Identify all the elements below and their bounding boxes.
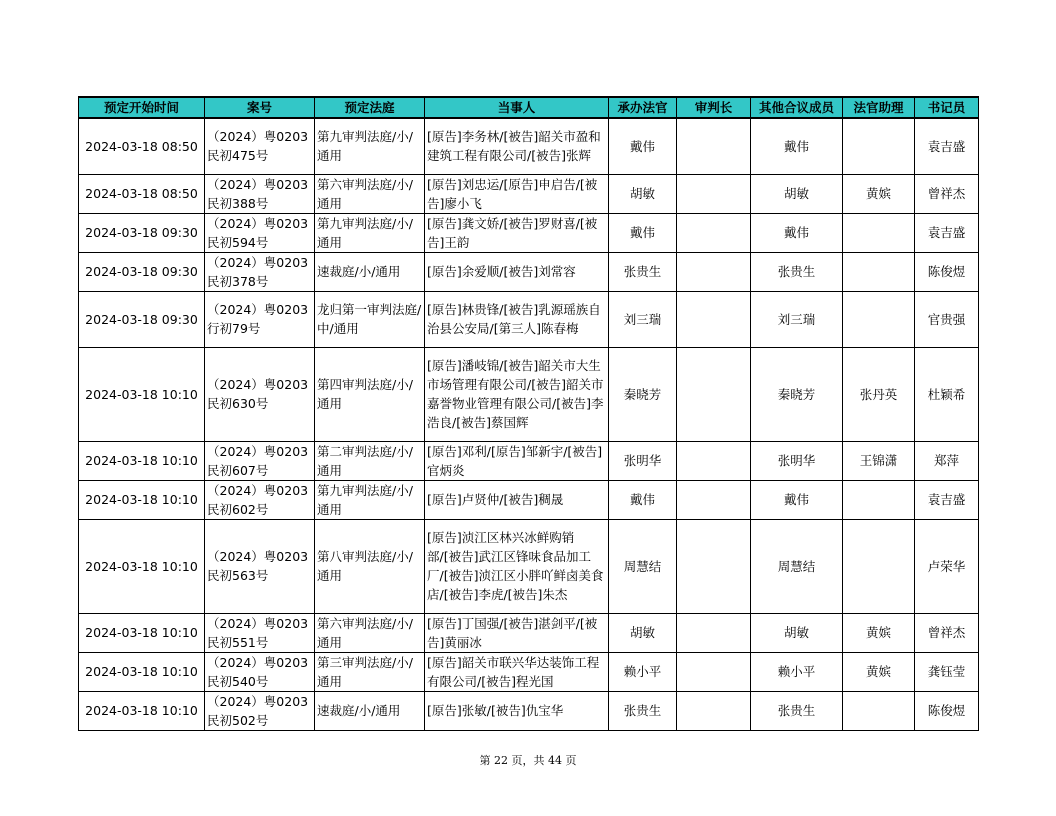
table-row <box>79 519 979 613</box>
cell-case-number: （2024）粤0203民初378号 <box>205 252 315 291</box>
cell-case-number: （2024）粤0203民初540号 <box>205 652 315 691</box>
cell-judge-assistant: 黄嫔 <box>843 652 915 691</box>
cell-presiding-judge: 张贵生 <box>609 691 677 730</box>
table-row <box>79 441 979 480</box>
cell-judge-assistant <box>843 252 915 291</box>
page-number: 第 22 页，共 44 页 <box>479 754 577 767</box>
cell-judge-assistant <box>843 519 915 613</box>
cell-chief-judge <box>677 613 751 652</box>
cell-presiding-judge: 胡敏 <box>609 174 677 213</box>
cell-chief-judge <box>677 691 751 730</box>
cell-case-number: （2024）粤0203行初79号 <box>205 291 315 347</box>
cell-court: 第八审判法庭/小/通用 <box>315 519 425 613</box>
cell-parties: [原告]刘忠运/[原告]申启告/[被告]廖小飞 <box>425 174 609 213</box>
cell-chief-judge <box>677 347 751 441</box>
table-row <box>79 252 979 291</box>
cell-court: 龙归第一审判法庭/中/通用 <box>315 291 425 347</box>
cell-panel-members: 秦晓芳 <box>751 347 843 441</box>
cell-parties: [原告]张敏/[被告]仇宝华 <box>425 691 609 730</box>
cell-court: 第二审判法庭/小/通用 <box>315 441 425 480</box>
cell-clerk: 郑萍 <box>915 441 979 480</box>
table-row <box>79 480 979 519</box>
cell-start-time: 2024-03-18 10:10 <box>79 480 205 519</box>
cell-chief-judge <box>677 291 751 347</box>
header-start-time: 预定开始时间 <box>79 97 205 118</box>
cell-panel-members: 戴伟 <box>751 213 843 252</box>
cell-panel-members: 戴伟 <box>751 480 843 519</box>
cell-court: 第六审判法庭/小/通用 <box>315 174 425 213</box>
table-row <box>79 691 979 730</box>
cell-judge-assistant: 黄嫔 <box>843 174 915 213</box>
table-row <box>79 291 979 347</box>
cell-clerk: 龚钰莹 <box>915 652 979 691</box>
cell-start-time: 2024-03-18 10:10 <box>79 441 205 480</box>
cell-presiding-judge: 赖小平 <box>609 652 677 691</box>
cell-panel-members: 胡敏 <box>751 174 843 213</box>
cell-clerk: 陈俊煜 <box>915 691 979 730</box>
cell-court: 第三审判法庭/小/通用 <box>315 652 425 691</box>
cell-presiding-judge: 刘三瑞 <box>609 291 677 347</box>
cell-case-number: （2024）粤0203民初502号 <box>205 691 315 730</box>
cell-panel-members: 刘三瑞 <box>751 291 843 347</box>
cell-case-number: （2024）粤0203民初630号 <box>205 347 315 441</box>
cell-parties: [原告]李务林/[被告]韶关市盈和建筑工程有限公司/[被告]张辉 <box>425 118 609 174</box>
cell-judge-assistant <box>843 213 915 252</box>
table-row <box>79 213 979 252</box>
cell-panel-members: 张贵生 <box>751 252 843 291</box>
cell-clerk: 袁吉盛 <box>915 213 979 252</box>
cell-start-time: 2024-03-18 10:10 <box>79 691 205 730</box>
cell-chief-judge <box>677 252 751 291</box>
cell-parties: [原告]卢贤仲/[被告]稠晟 <box>425 480 609 519</box>
cell-parties: [原告]丁国强/[被告]湛剑平/[被告]黄丽冰 <box>425 613 609 652</box>
table-header-row <box>79 97 979 118</box>
cell-clerk: 陈俊煜 <box>915 252 979 291</box>
cell-judge-assistant: 王锦潇 <box>843 441 915 480</box>
cell-court: 第四审判法庭/小/通用 <box>315 347 425 441</box>
cell-clerk: 曾祥杰 <box>915 613 979 652</box>
cell-presiding-judge: 戴伟 <box>609 118 677 174</box>
table-row <box>79 174 979 213</box>
cell-chief-judge <box>677 441 751 480</box>
cell-chief-judge <box>677 652 751 691</box>
cell-chief-judge <box>677 118 751 174</box>
cell-panel-members: 张明华 <box>751 441 843 480</box>
cell-chief-judge <box>677 519 751 613</box>
cell-clerk: 杜颖希 <box>915 347 979 441</box>
cell-parties: [原告]邓利/[原告]邹新宇/[被告]官炳炎 <box>425 441 609 480</box>
cell-start-time: 2024-03-18 09:30 <box>79 252 205 291</box>
cell-start-time: 2024-03-18 09:30 <box>79 213 205 252</box>
cell-panel-members: 赖小平 <box>751 652 843 691</box>
table-row <box>79 118 979 174</box>
cell-court: 第九审判法庭/小/通用 <box>315 213 425 252</box>
cell-chief-judge <box>677 174 751 213</box>
cell-presiding-judge: 周慧结 <box>609 519 677 613</box>
cell-panel-members: 周慧结 <box>751 519 843 613</box>
cell-judge-assistant: 黄嫔 <box>843 613 915 652</box>
header-parties: 当事人 <box>425 97 609 118</box>
cell-case-number: （2024）粤0203民初602号 <box>205 480 315 519</box>
cell-presiding-judge: 秦晓芳 <box>609 347 677 441</box>
cell-judge-assistant <box>843 291 915 347</box>
cell-judge-assistant <box>843 118 915 174</box>
cell-case-number: （2024）粤0203民初607号 <box>205 441 315 480</box>
cell-presiding-judge: 戴伟 <box>609 480 677 519</box>
cell-court: 第九审判法庭/小/通用 <box>315 480 425 519</box>
cell-start-time: 2024-03-18 08:50 <box>79 118 205 174</box>
cell-court: 第九审判法庭/小/通用 <box>315 118 425 174</box>
cell-parties: [原告]林贵锋/[被告]乳源瑶族自治县公安局/[第三人]陈春梅 <box>425 291 609 347</box>
cell-court: 速裁庭/小/通用 <box>315 691 425 730</box>
cell-presiding-judge: 胡敏 <box>609 613 677 652</box>
header-case-number: 案号 <box>205 97 315 118</box>
cell-case-number: （2024）粤0203民初388号 <box>205 174 315 213</box>
header-presiding-judge: 承办法官 <box>609 97 677 118</box>
cell-case-number: （2024）粤0203民初594号 <box>205 213 315 252</box>
cell-presiding-judge: 戴伟 <box>609 213 677 252</box>
cell-judge-assistant: 张丹英 <box>843 347 915 441</box>
hearing-schedule-table <box>78 96 979 731</box>
cell-clerk: 袁吉盛 <box>915 118 979 174</box>
cell-start-time: 2024-03-18 10:10 <box>79 613 205 652</box>
cell-presiding-judge: 张贵生 <box>609 252 677 291</box>
cell-case-number: （2024）粤0203民初563号 <box>205 519 315 613</box>
table-row <box>79 613 979 652</box>
header-panel-members: 其他合议成员 <box>751 97 843 118</box>
cell-judge-assistant <box>843 480 915 519</box>
cell-panel-members: 张贵生 <box>751 691 843 730</box>
cell-judge-assistant <box>843 691 915 730</box>
header-clerk: 书记员 <box>915 97 979 118</box>
cell-start-time: 2024-03-18 10:10 <box>79 347 205 441</box>
cell-clerk: 官贵强 <box>915 291 979 347</box>
cell-case-number: （2024）粤0203民初475号 <box>205 118 315 174</box>
cell-clerk: 曾祥杰 <box>915 174 979 213</box>
table-row <box>79 652 979 691</box>
cell-clerk: 卢荣华 <box>915 519 979 613</box>
cell-case-number: （2024）粤0203民初551号 <box>205 613 315 652</box>
cell-parties: [原告]潘岐锦/[被告]韶关市大生市场管理有限公司/[被告]韶关市嘉誉物业管理有限公司/[被告]李浩良/[被告]蔡国辉 <box>425 347 609 441</box>
cell-court: 速裁庭/小/通用 <box>315 252 425 291</box>
header-judge-assistant: 法官助理 <box>843 97 915 118</box>
cell-panel-members: 胡敏 <box>751 613 843 652</box>
cell-start-time: 2024-03-18 09:30 <box>79 291 205 347</box>
cell-parties: [原告]韶关市联兴华达装饰工程有限公司/[被告]程光国 <box>425 652 609 691</box>
cell-panel-members: 戴伟 <box>751 118 843 174</box>
cell-parties: [原告]浈江区林兴冰鲜购销部/[被告]武江区锋味食品加工厂/[被告]浈江区小胖吖鲜卤美食店/[被告]李虎/[被告]朱杰 <box>425 519 609 613</box>
cell-court: 第六审判法庭/小/通用 <box>315 613 425 652</box>
cell-chief-judge <box>677 480 751 519</box>
header-court: 预定法庭 <box>315 97 425 118</box>
cell-start-time: 2024-03-18 08:50 <box>79 174 205 213</box>
cell-presiding-judge: 张明华 <box>609 441 677 480</box>
cell-chief-judge <box>677 213 751 252</box>
cell-start-time: 2024-03-18 10:10 <box>79 519 205 613</box>
cell-parties: [原告]龚文娇/[被告]罗财喜/[被告]王韵 <box>425 213 609 252</box>
table-row <box>79 347 979 441</box>
cell-start-time: 2024-03-18 10:10 <box>79 652 205 691</box>
cell-parties: [原告]余爱顺/[被告]刘常容 <box>425 252 609 291</box>
cell-clerk: 袁吉盛 <box>915 480 979 519</box>
header-chief-judge: 审判长 <box>677 97 751 118</box>
